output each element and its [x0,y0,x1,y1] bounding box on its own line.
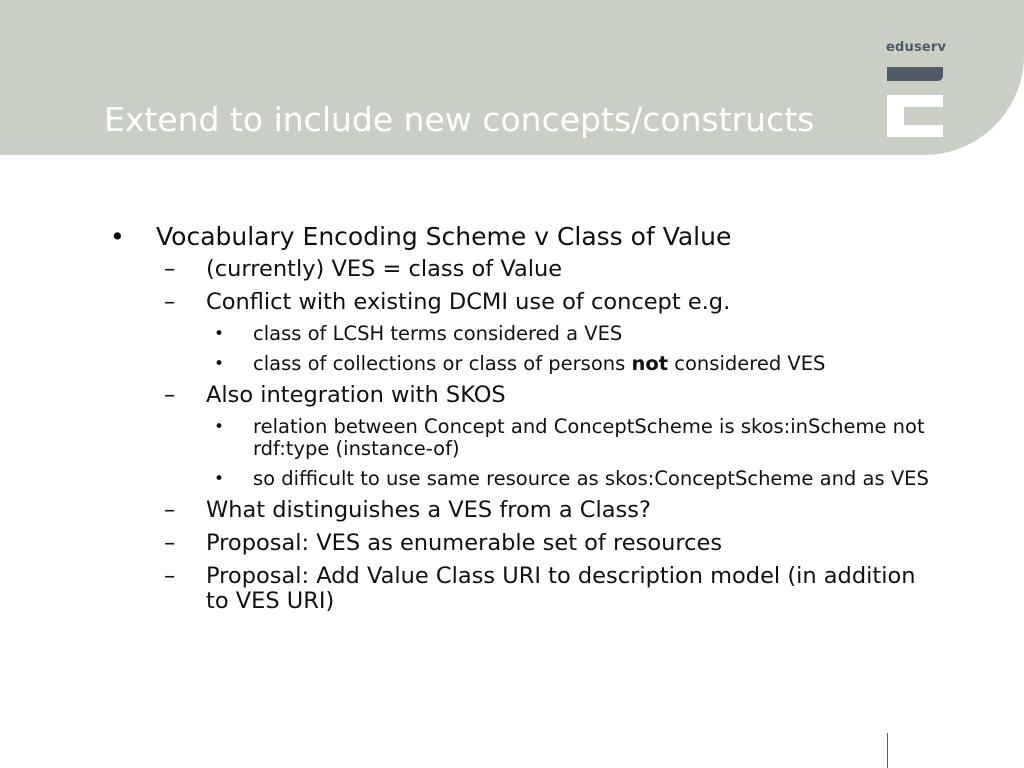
list-item [104,222,944,251]
dash-marker: – [164,289,176,315]
logo-text: eduserv [886,40,947,55]
bullet-marker: • [110,222,125,251]
list-item [104,416,944,460]
list-item [104,323,944,345]
list-item [104,498,944,523]
footer-divider [887,733,888,768]
bullet-marker: • [214,354,225,374]
list-item-text: What distinguishes a VES from a Class? [206,497,651,523]
eduserv-logo-icon [887,67,943,137]
list-item-text: relation between Concept and ConceptScheme is skos:inScheme not rdf:type (instance-of) [253,415,925,460]
list-item [104,353,944,375]
list-item [104,257,944,282]
list-item-text: Proposal: Add Value Class URI to description model (in addition to VES URI) [206,563,916,614]
list-item-text: (currently) VES = class of Value [206,256,563,282]
list-item-text: so difficult to use same resource as skos:ConceptScheme and as VES [253,467,929,490]
bullet-marker: • [214,417,225,437]
slide-title: Extend to include new concepts/constructs [104,100,815,139]
dash-marker: – [164,382,176,408]
dash-marker: – [164,563,176,589]
list-item-text: class of LCSH terms considered a VES [253,322,623,345]
dash-marker: – [164,497,176,523]
list-item [104,468,944,490]
list-item-text: Vocabulary Encoding Scheme v Class of Value [156,222,732,251]
list-item-text [253,352,825,375]
list-item [104,383,944,408]
text-segment: class of collections or class of persons [253,352,632,375]
bullet-list [104,222,944,614]
list-item-text: Also integration with SKOS [206,382,506,408]
list-item [104,564,944,614]
bullet-marker: • [214,469,225,489]
list-item-text: Proposal: VES as enumerable set of resources [206,530,723,556]
bullet-marker: • [214,324,225,344]
list-item-text: Conflict with existing DCMI use of concept e.g. [206,289,731,315]
dash-marker: – [164,256,176,282]
dash-marker: – [164,530,176,556]
text-segment: considered VES [668,352,826,375]
list-item [104,531,944,556]
list-item [104,290,944,315]
emphasis-text: not [631,352,669,375]
